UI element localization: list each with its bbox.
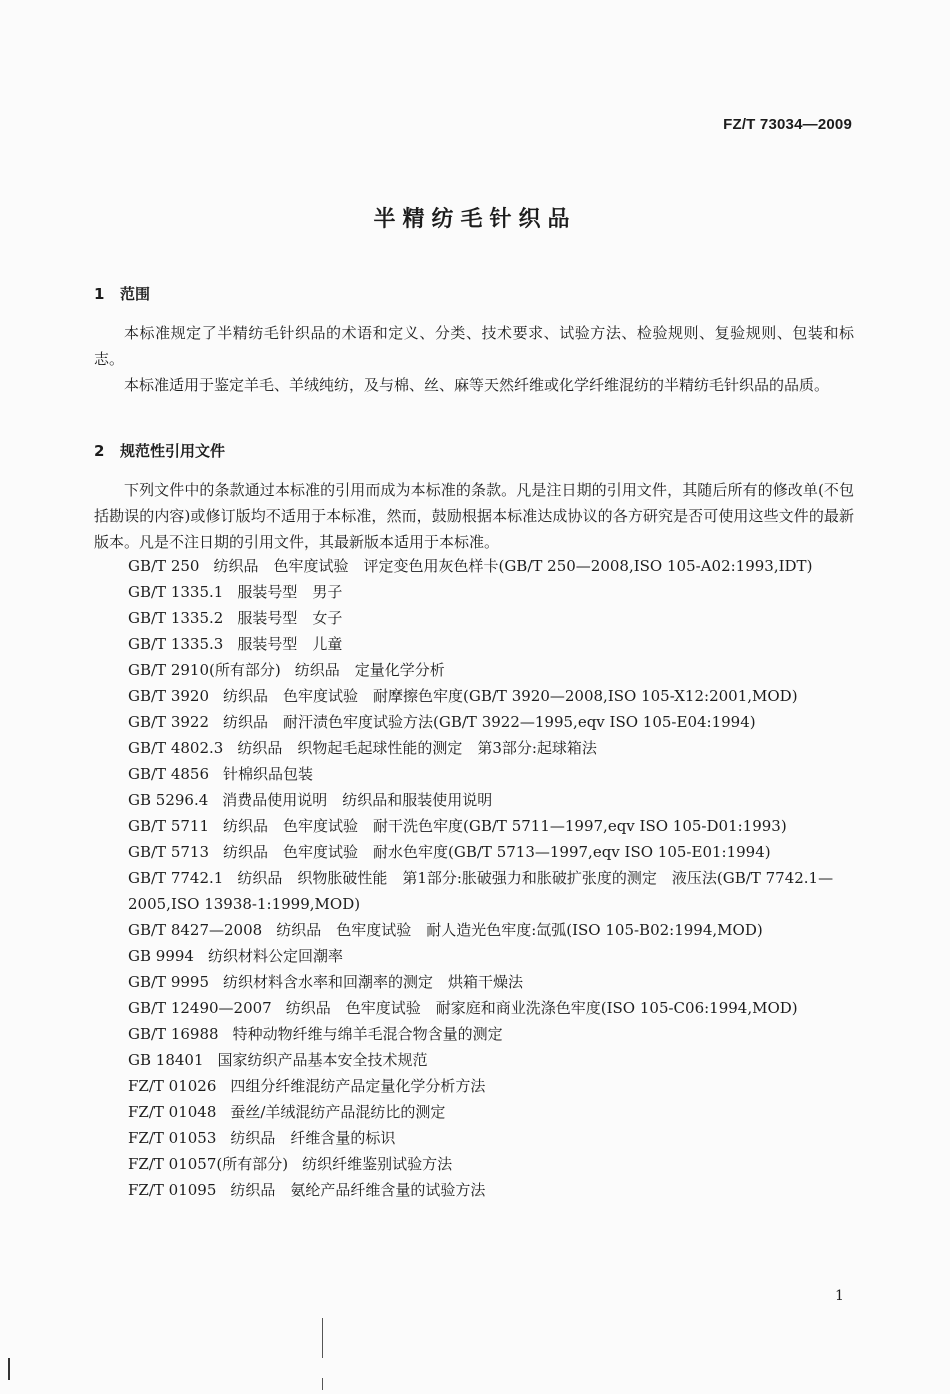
reference-item [94,813,860,839]
section-2-heading [94,440,225,461]
section-1-paragraph-2: 本标准适用于鉴定羊毛、羊绒纯纺，及与棉、丝、麻等天然纤维或化学纤维混纺的半精纺毛针织品的品质。 [124,376,830,394]
section-title: 范围 [120,285,151,303]
section-1-heading [94,283,150,304]
reference-title: 消费品使用说明 纺织品和服装使用说明 [222,791,493,809]
reference-code: FZ/T 01095 [128,1181,217,1199]
binding-mark [322,1318,323,1358]
reference-code: FZ/T 01057(所有部分) [128,1155,289,1173]
reference-item [94,631,860,657]
reference-title: 蚕丝/羊绒混纺产品混纺比的测定 [230,1103,446,1121]
reference-code: GB/T 4856 [128,765,210,783]
reference-item [94,553,860,579]
reference-title: 纺织品 定量化学分析 [294,661,445,679]
reference-item [94,1047,860,1073]
section-number: 1 [94,285,105,303]
reference-title: 纺织品 色牢度试验 耐水色牢度(GB/T 5713—1997,eqv ISO 105-E01:1994) [223,843,771,861]
reference-item [94,657,860,683]
reference-code: FZ/T 01053 [128,1129,217,1147]
reference-item [94,1125,860,1151]
reference-code: GB/T 1335.2 [128,609,224,627]
reference-title: 服装号型 男子 [237,583,343,601]
reference-item [94,839,860,865]
reference-title: 服装号型 女子 [237,609,343,627]
reference-title: 纺织品 色牢度试验 耐家庭和商业洗涤色牢度(ISO 105-C06:1994,MOD) [285,999,798,1017]
reference-item [94,683,860,709]
reference-item [94,1021,860,1047]
reference-title: 纺织品 织物起毛起球性能的测定 第3部分:起球箱法 [237,739,597,757]
reference-code: GB 18401 [128,1051,204,1069]
reference-code: FZ/T 01048 [128,1103,217,1121]
reference-code: GB/T 1335.1 [128,583,224,601]
reference-item [94,579,860,605]
reference-title: 针棉织品包装 [223,765,314,783]
reference-title: 服装号型 儿童 [237,635,343,653]
reference-title: 纺织品 纤维含量的标识 [230,1129,396,1147]
reference-code: GB/T 2910(所有部分) [128,661,281,679]
reference-code: GB/T 4802.3 [128,739,224,757]
document-title: 半精纺毛针织品 [373,207,577,232]
reference-title: 纺织材料公定回潮率 [207,947,343,965]
reference-item [94,709,860,735]
reference-code: GB/T 8427—2008 [128,921,263,939]
reference-item [94,735,860,761]
reference-list [94,553,860,1203]
reference-item [94,605,860,631]
reference-code: GB 5296.4 [128,791,209,809]
reference-code: GB/T 12490—2007 [128,999,272,1017]
reference-title: 纺织品 色牢度试验 耐摩擦色牢度(GB/T 3920—2008,ISO 105-X12:2001,MOD) [223,687,798,705]
reference-item [94,1151,860,1177]
reference-title: 纺织品 色牢度试验 评定变色用灰色样卡(GB/T 250—2008,ISO 105-A02:1993,IDT) [213,557,813,575]
reference-item [94,969,860,995]
reference-code: GB/T 7742.1 [128,869,224,887]
reference-title: 纺织纤维鉴别试验方法 [302,1155,453,1173]
reference-code: GB/T 250 [128,557,200,575]
reference-title: 纺织品 色牢度试验 耐人造光色牢度:氙弧(ISO 105-B02:1994,MOD) [276,921,763,939]
reference-title: 国家纺织产品基本安全技术规范 [217,1051,428,1069]
reference-code: GB/T 5713 [128,843,210,861]
reference-title: 四组分纤维混纺产品定量化学分析方法 [230,1077,486,1095]
section-title: 规范性引用文件 [120,442,226,460]
reference-code: GB/T 16988 [128,1025,219,1043]
reference-item [94,917,860,943]
reference-item [94,1177,860,1203]
section-1-paragraph-1: 本标准规定了半精纺毛针织品的术语和定义、分类、技术要求、试验方法、检验规则、复验规则、包装和标志。 [94,324,854,368]
reference-item [94,761,860,787]
section-number: 2 [94,442,105,460]
reference-title: 纺织品 氨纶产品纤维含量的试验方法 [230,1181,486,1199]
reference-title: 纺织品 色牢度试验 耐干洗色牢度(GB/T 5711—1997,eqv ISO 105-D01:1993) [223,817,787,835]
reference-title: 纺织品 织物胀破性能 第1部分:胀破强力和胀破扩张度的测定 液压法(GB/T 7742.1—2005,ISO 13938-1:1999,MOD) [128,869,834,913]
page-number: 1 [835,1288,844,1304]
reference-item [94,1099,860,1125]
doc-code: FZ/T 73034—2009 [723,116,852,133]
reference-item [94,787,860,813]
reference-title: 纺织品 耐汗渍色牢度试验方法(GB/T 3922—1995,eqv ISO 105-E04:1994) [223,713,756,731]
reference-item [94,943,860,969]
reference-code: GB/T 1335.3 [128,635,224,653]
reference-item [94,865,860,917]
reference-code: GB/T 3920 [128,687,210,705]
reference-code: FZ/T 01026 [128,1077,217,1095]
reference-code: GB 9994 [128,947,194,965]
reference-code: GB/T 3922 [128,713,210,731]
binding-mark [322,1378,323,1390]
section-2-paragraph-1: 下列文件中的条款通过本标准的引用而成为本标准的条款。凡是注日期的引用文件，其随后所有的修改单(不包括勘误的内容)或修订版均不适用于本标准，然而，鼓励根据本标准达成协议的各方研究是否可使用这些文件的最新版本。凡是不注日期的引用文件，其最新版本适用于本标准。 [94,481,854,551]
reference-item [94,995,860,1021]
reference-code: GB/T 5711 [128,817,210,835]
reference-code: GB/T 9995 [128,973,210,991]
reference-title: 纺织材料含水率和回潮率的测定 烘箱干燥法 [223,973,524,991]
reference-title: 特种动物纤维与绵羊毛混合物含量的测定 [232,1025,503,1043]
scan-edge-mark [8,1358,10,1380]
reference-item [94,1073,860,1099]
